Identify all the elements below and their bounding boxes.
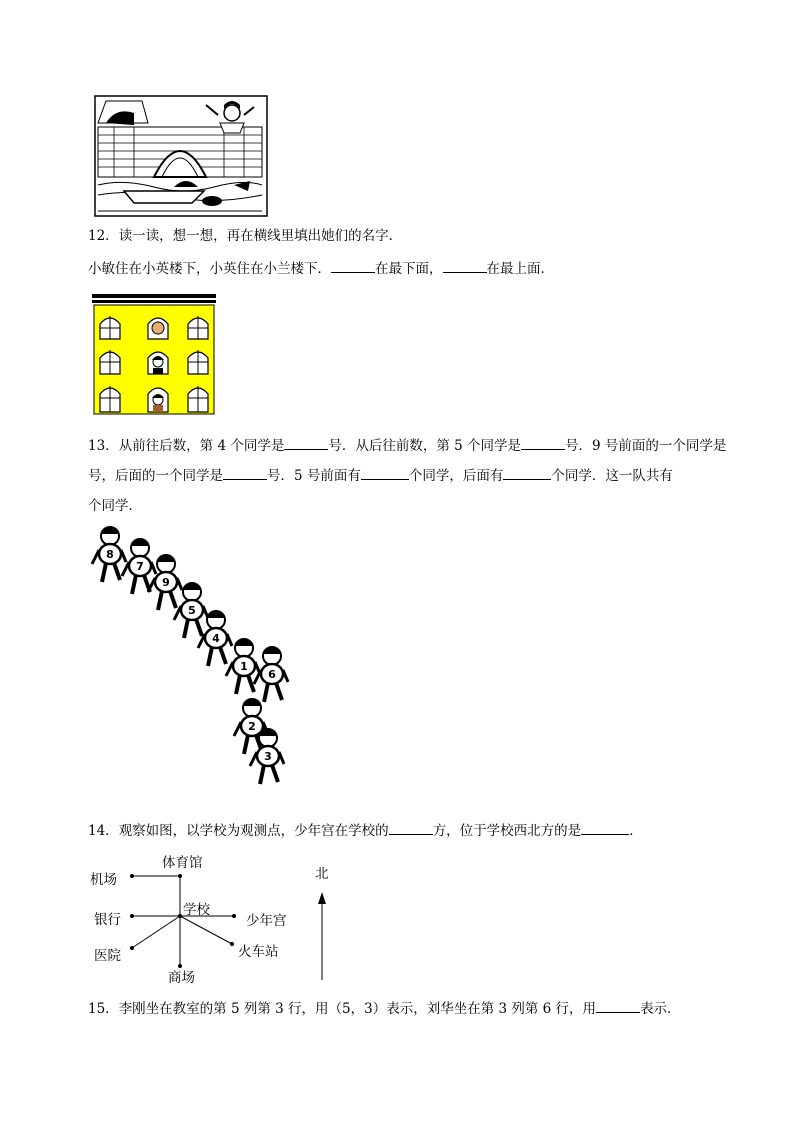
- runner-number: 8: [106, 548, 114, 561]
- building-illustration: [92, 294, 218, 416]
- north-label: 北: [315, 866, 329, 882]
- question-12-title: [88, 226, 402, 246]
- question-13-line1: [88, 435, 726, 456]
- answer-blank[interactable]: [581, 820, 629, 835]
- question-text: 方，位于学校西北方的是: [432, 823, 582, 839]
- map-label-school: 学校: [183, 902, 210, 918]
- answer-blank[interactable]: [284, 435, 328, 450]
- answer-blank[interactable]: [223, 465, 267, 480]
- question-number: 15．: [88, 1001, 119, 1017]
- question-number: 14．: [88, 823, 119, 839]
- answer-blank[interactable]: [521, 435, 565, 450]
- question-13-line3: [88, 496, 142, 516]
- map-label-airport: 机场: [90, 872, 117, 888]
- map-label-train-station: 火车站: [238, 944, 279, 960]
- map-label-bank: 银行: [94, 912, 121, 928]
- question-text: 小敏住在小英楼下，小英住在小兰楼下．: [88, 261, 331, 277]
- runner-number: 4: [212, 632, 220, 645]
- question-text: 读一读，想一想，再在横线里填出她们的名字．: [118, 228, 403, 244]
- question-number: 13．: [88, 438, 119, 454]
- bridge-illustration: [94, 95, 268, 217]
- question-text: ．: [629, 823, 643, 839]
- question-text: 在最上面．: [486, 261, 554, 277]
- map-label-mall: 商场: [168, 970, 195, 986]
- question-text: 个同学，后面有: [408, 468, 504, 484]
- direction-map: [88, 848, 348, 984]
- question-15: [88, 998, 681, 1019]
- runner-figure: [92, 527, 126, 582]
- question-13-line2: [88, 465, 673, 486]
- question-text: 表示．: [640, 1001, 681, 1017]
- runners-illustration: [88, 520, 308, 810]
- runner-figure: [254, 647, 288, 702]
- question-number: 12．: [88, 228, 119, 244]
- answer-blank[interactable]: [389, 820, 433, 835]
- question-14-title: [88, 820, 643, 841]
- runner-figure: [174, 583, 208, 638]
- answer-blank[interactable]: [596, 998, 640, 1013]
- question-text: 号．5 号前面有: [267, 468, 361, 484]
- runner-number: 7: [136, 560, 144, 573]
- runner-number: 9: [162, 576, 170, 589]
- question-text: 李刚坐在教室的第 5 列第 3 行，用（5，3）表示，刘华坐在第 3 列第 6 行，用: [118, 1001, 597, 1017]
- question-12-body: [88, 258, 554, 279]
- runner-number: 1: [240, 660, 248, 673]
- map-label-hospital: 医院: [94, 948, 121, 964]
- question-text: 号，后面的一个同学是: [88, 468, 223, 484]
- question-text: 从前往后数，第 4 个同学是: [118, 438, 285, 454]
- runner-number: 2: [248, 720, 256, 733]
- question-text: 号．9 号前面的一个同学是: [565, 438, 727, 454]
- question-text: 个同学．这一队共有: [551, 468, 673, 484]
- runner-number: 6: [268, 668, 276, 681]
- question-text: 在最下面，: [375, 261, 443, 277]
- runner-figure: [226, 639, 260, 694]
- map-label-youth-palace: 少年宫: [246, 913, 287, 929]
- answer-blank[interactable]: [503, 465, 551, 480]
- runner-number: 5: [188, 604, 196, 617]
- question-text: 个同学．: [88, 498, 142, 514]
- runner-figure: [198, 611, 232, 666]
- runner-number: 3: [264, 750, 272, 763]
- map-label-gym: 体育馆: [162, 855, 203, 871]
- answer-blank[interactable]: [331, 258, 375, 273]
- question-text: 观察如图，以学校为观测点，少年宫在学校的: [118, 823, 389, 839]
- answer-blank[interactable]: [361, 465, 409, 480]
- question-text: 号．从后往前数，第 5 个同学是: [328, 438, 522, 454]
- answer-blank[interactable]: [443, 258, 487, 273]
